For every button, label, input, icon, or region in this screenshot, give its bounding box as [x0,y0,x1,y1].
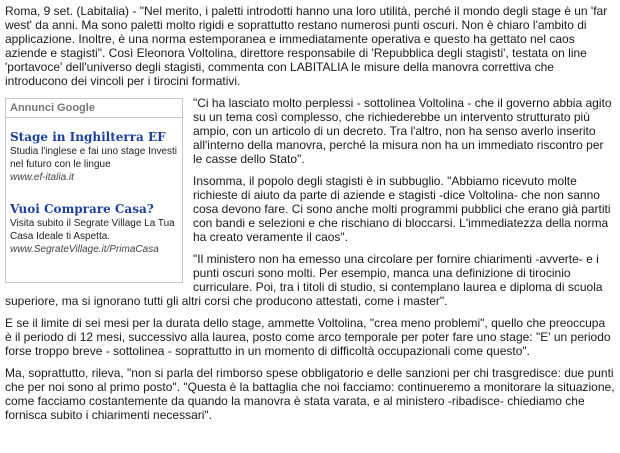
article-paragraph: E se il limite di sei mesi per la durata dello stage, ammette Voltolina, "crea meno problemi", quello che preoccupa è il periodo di 12 mesi, successivo alla laurea, posto come arco temporale per poter fare uno stage: "E' un periodo forse troppo breve - sottolinea - soprattutto in un momento di difficoltà occupazionali come questo". [5,316,611,358]
article-paragraph: "Il ministero non ha emesso una circolare per fornire chiarimenti -avverte- e i punti oscuri sono molti. Per esempio, manca una definizione di tirocinio curriculare. Poi, tra i titoli di studio, si contemplano laurea e diploma di scuola superiore, ma si ignorano tutti gli altri corsi che producono attestati, come i master". [5,252,603,308]
ad-text: Visita subito il Segrate Village La Tua Casa Ideale ti Aspetta. [10,218,175,242]
google-ads-box [5,98,183,283]
ad-title-link[interactable]: Stage in Inghilterra EF [10,130,166,144]
article-paragraph: "Ci ha lasciato molto perplessi - sottolinea Voltolina - che il governo abbia agito su un tema così complesso, che richiederebbe un intervento strutturato più ampio, con un articolo di un decreto. Tra l'altro, non ha senso averlo inserito all'interno della manovra, perché la misura non ha un immediato riscontro per le casse dello Stato". [193,96,612,166]
article-body [5,0,615,430]
ad-url[interactable]: www.SegrateVillage.it/PrimaCasa [10,244,159,255]
article-paragraph: Insomma, il popolo degli stagisti è in subbuglio. "Abbiamo ricevuto molte richieste di aiuto da parte di aziende e stagisti -dice Voltolina- che non sanno cosa devono fare. Ci sono anche molti programmi pubblici che erano già partiti con bandi e selezioni e che rischiano di bloccarsi. L'immediatezza della norma ha creato veramente il caos". [193,174,611,244]
article-paragraph-lead: Roma, 9 set. (Labitalia) - "Nel merito, i paletti introdotti hanno una loro utilità, perché il mondo degli stage è un 'far west' da anni. Ma sono paletti molto rigidi e soprattutto restano numerosi punti oscuri. Non è chiaro l'ambito di applicazione. Inoltre, è una norma estemporanea e immediatamente operativa e questo ha gettato nel caos aziende e stagisti". Così Eleonora Voltolina, direttore responsabile di 'Repubblica degli stagisti', testata on line 'portavoce' dell'universo degli stagisti, commenta con LABITALIA le misure della manovra correttiva che introducono dei vincoli per i tirocini formativi. [5,4,608,88]
ads-header: Annunci Google [6,99,182,118]
article-paragraph: Ma, soprattutto, rileva, "non si parla del rimborso spese obbligatorio e delle sanzioni per chi trasgredisce: due punti che per noi sono al primo posto". "Questa è la battaglia che noi facciamo: continueremo a monitorare la situazione, come facciamo costantemente da quando la manovra è stata varata, e al ministero -ribadisce- chiediamo che fornisca subito i chiarimenti necessari". [5,366,615,422]
ad-text: Studia l'inglese e fai uno stage Investi nel futuro con le lingue [10,146,178,170]
ad-item [10,202,178,256]
ad-item [10,130,178,184]
ad-title-link[interactable]: Vuoi Comprare Casa? [10,202,154,216]
ad-url[interactable]: www.ef-italia.it [10,172,74,183]
